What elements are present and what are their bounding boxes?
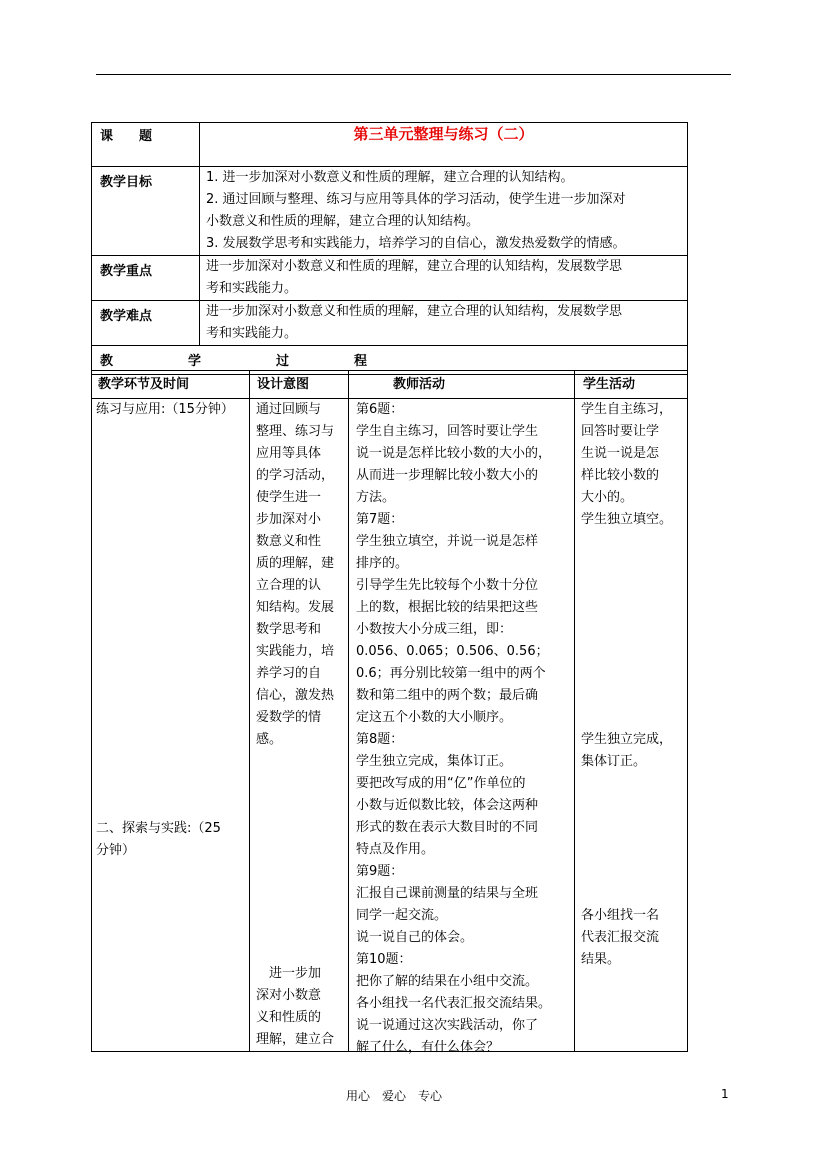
key-point-line: 进一步加深对小数意义和性质的理解，建立合理的认知结构，发展数学思 bbox=[206, 259, 623, 274]
process-table bbox=[91, 370, 688, 1055]
difficulty-content bbox=[200, 301, 688, 346]
key-point-line: 考和实践能力。 bbox=[206, 281, 298, 296]
column-header: 教师活动 bbox=[349, 371, 575, 399]
header-rule bbox=[96, 74, 731, 75]
objective-line: 2. 通过回顾与整理、练习与应用等具体的学习活动，使学生进一步加深对 bbox=[206, 192, 626, 207]
objectives-label bbox=[92, 167, 200, 256]
student-activity-2: 学生独立完成， 集体订正。 bbox=[581, 732, 673, 769]
teacher-activity: 第6题： 学生自主练习，回答时要让学生 说一说是怎样比较小数的大小的， 从而进一步理解比较小数大小的 方法。 第7题： 学生独立填空，并说一说是怎样 排序的。 引导学生先比较每个小数十分位 上的数，根据比较的结果把这些 小数按大小分成三组，即： 0.056、0.065；0.506、0.56； 0.6；再分别比较第一组中的两个 数和第二组中的两个数；最后确 定这五个小数的大小顺序。 第8题： 学生独立完成，集体订正。 要把改写成的用“亿”作单位的 小数与近似数比较，体会这两种 形式的数在表示大数目时的不同 特点及作用。 第9题： 汇报自己课前测量的结果与全班 同学一起交流。 说一说自己的体会。 第10题： 把你了解的结果在小组中交流。 各小组找一名代表汇报交流结果。 说一说通过这次实践活动，你了 解了什么，有什么体会？ bbox=[356, 402, 552, 1055]
footer-motto: 用心 爱心 专心 bbox=[346, 1089, 443, 1103]
key-point-label-text: 教学重点 bbox=[100, 264, 153, 279]
difficulty-line: 考和实践能力。 bbox=[206, 326, 298, 341]
key-point-content bbox=[200, 256, 688, 301]
column-header: 设计意图 bbox=[250, 371, 349, 399]
lesson-title: 第三单元整理与练习（二） bbox=[200, 123, 688, 167]
design-intent-cell bbox=[250, 399, 349, 1052]
lesson-info-table bbox=[91, 122, 688, 375]
sections-cell bbox=[92, 399, 250, 1052]
objective-line: 1. 进一步加深对小数意义和性质的理解，建立合理的认知结构。 bbox=[206, 170, 574, 185]
column-header: 教学环节及时间 bbox=[92, 371, 250, 399]
design-intent-1: 通过回顾与 整理、练习与 应用等具体 的学习活动， 使学生进一 步加深对小 数意义和性 质的理解，建 立合理的认 知结构。发展 数学思考和 实践能力，培 养学习的自 信心，激发热 爱数学的情 感。 bbox=[256, 402, 335, 747]
difficulty-label bbox=[92, 301, 200, 346]
design-intent-2: 进一步加 深对小数意 义和性质的 理解，建立合 bbox=[256, 966, 335, 1047]
objective-line: 小数意义和性质的理解，建立合理的认知结构。 bbox=[206, 214, 480, 229]
section-explore: 二、探索与实践:（25 分钟） bbox=[96, 821, 221, 858]
process-heading-char: 教 bbox=[100, 354, 114, 369]
teacher-activity-cell bbox=[349, 399, 575, 1055]
objectives-label-text: 教学目标 bbox=[100, 175, 153, 190]
objective-line: 3. 发展数学思考和实践能力，培养学习的自信心，激发热爱数学的情感。 bbox=[206, 236, 626, 251]
column-header: 学生活动 bbox=[575, 371, 688, 399]
difficulty-label-text: 教学难点 bbox=[100, 309, 153, 324]
process-heading-char: 程 bbox=[354, 354, 368, 369]
student-activity-1: 学生自主练习， 回答时要让学 生说一说是怎 样比较小数的 大小的。 学生独立填空。 bbox=[581, 402, 673, 527]
course-label-cell bbox=[92, 123, 200, 167]
process-heading-char: 学 bbox=[188, 354, 202, 369]
key-point-label bbox=[92, 256, 200, 301]
section-practice: 练习与应用:（15分钟） bbox=[96, 402, 234, 417]
process-heading-char: 过 bbox=[276, 354, 290, 369]
page-number: 1 bbox=[721, 1087, 729, 1101]
objectives-content bbox=[200, 167, 688, 256]
student-activity-cell bbox=[575, 399, 688, 1052]
difficulty-line: 进一步加深对小数意义和性质的理解，建立合理的认知结构，发展数学思 bbox=[206, 304, 623, 319]
course-label: 课 题 bbox=[100, 129, 153, 144]
student-activity-3: 各小组找一名 代表汇报交流 结果。 bbox=[581, 908, 660, 967]
